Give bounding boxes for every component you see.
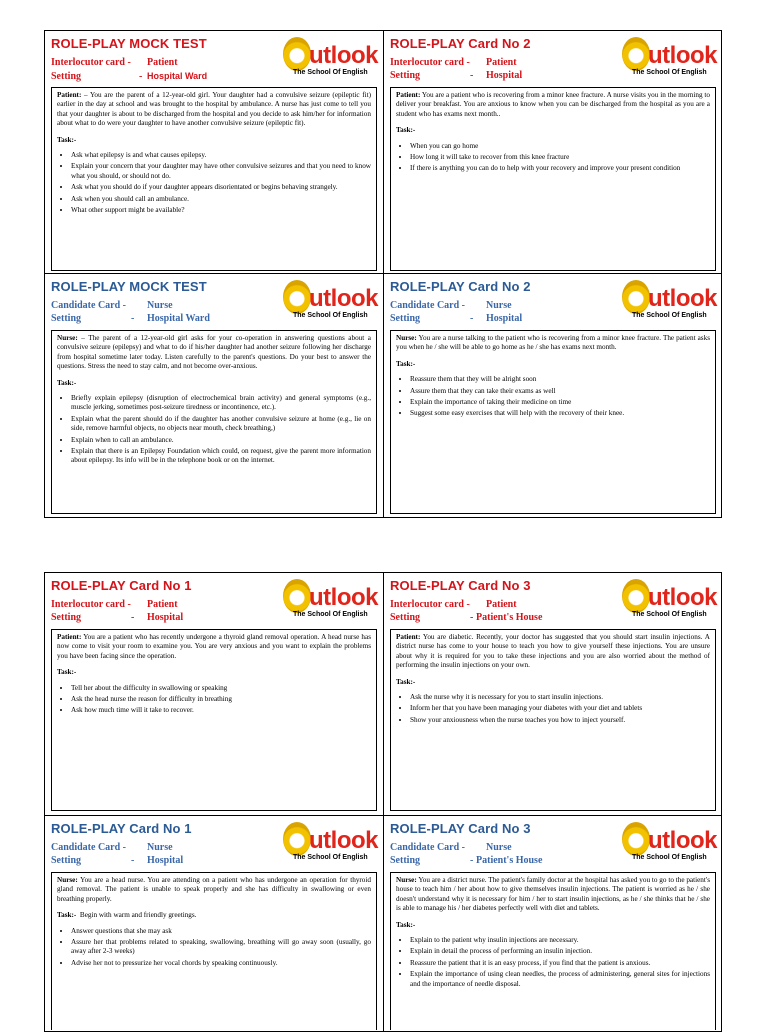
task-list bbox=[396, 693, 710, 725]
card-type-label: Interlocutor card - bbox=[390, 57, 470, 68]
card-role: Patient bbox=[147, 57, 178, 68]
setting-value: Hospital bbox=[486, 69, 523, 81]
card-meta: Candidate Card - Nurse Setting - Hospital Ward bbox=[51, 300, 210, 324]
card-type-label: Candidate Card - bbox=[390, 842, 466, 853]
card-type-label: Interlocutor card - bbox=[51, 599, 131, 610]
task-list bbox=[57, 151, 371, 215]
list-item: • Explain the importance of using clean needles, the process of administering, general sites for injections and the importance of needle disposal. bbox=[410, 970, 710, 989]
list-item: • Ask the nurse why it is necessary for you to start insulin injections. bbox=[410, 693, 710, 702]
task-list bbox=[396, 375, 710, 419]
card-candidate-card-1 bbox=[45, 816, 383, 1032]
card-role: Nurse bbox=[486, 300, 512, 311]
list-item: • Explain your concern that your daughter may have other convulsive seizures and that you need to know what you should, or should not do. bbox=[71, 162, 371, 181]
setting-label: Setting bbox=[51, 854, 81, 866]
list-item: • Explain what the parent should do if the daughter has another convulsive seizure at home (e.g., lie on side, remove harmful objects, no objects near mouth, check breathing,) bbox=[71, 415, 371, 434]
setting-value: Hospital Ward bbox=[147, 312, 210, 324]
card-title: ROLE-PLAY MOCK TEST bbox=[51, 279, 207, 294]
list-item: • Explain that there is an Epilepsy Foundation which could, on request, give the parent more information about epilepsy. Its info will be in the telephone book or on the internet. bbox=[71, 447, 371, 466]
list-item: • Assure her that problems related to speaking, swallowing, breathing will go away soon (usually, go away after 2-3 weeks) bbox=[71, 938, 371, 957]
logo-o-icon bbox=[622, 822, 650, 856]
bottom-sheet bbox=[44, 572, 722, 1032]
setting-value: Patient's House bbox=[476, 611, 543, 623]
task-heading: Task:- bbox=[57, 668, 77, 677]
list-item: • Tell her about the difficulty in swallowing or speaking bbox=[71, 684, 371, 693]
card-role: Nurse bbox=[486, 842, 512, 853]
list-item: • Answer questions that she may ask bbox=[71, 927, 371, 936]
card-content-box bbox=[51, 330, 377, 514]
list-item: • How long it will take to recover from this knee fracture bbox=[410, 153, 710, 162]
card-meta: Candidate Card - Nurse Setting - Hospital bbox=[51, 842, 184, 866]
card-meta: Candidate Card - Nurse Setting - Patient's House bbox=[390, 842, 543, 866]
setting-label: Setting bbox=[51, 611, 81, 623]
card-type-label: Candidate Card - bbox=[51, 300, 127, 311]
logo-o-icon bbox=[283, 280, 311, 314]
card-title: ROLE-PLAY Card No 3 bbox=[390, 578, 531, 593]
setting-label: Setting bbox=[390, 611, 420, 623]
setting-value: Hospital bbox=[147, 854, 184, 866]
list-item: • Inform her that you have been managing your diabetes with your diet and tablets bbox=[410, 704, 710, 713]
task-heading: Task:- bbox=[396, 920, 416, 929]
top-sheet bbox=[44, 30, 722, 518]
task-heading: Task:- bbox=[57, 378, 77, 387]
scenario-text: Patient: You are a patient who is recovering from a minor knee fracture. A nurse visits you in the morning to deliver your breakfast. You are anxious to know when you can be discharged from the hospital as you are a student who has exams next month.. bbox=[396, 91, 710, 118]
task-list bbox=[396, 142, 710, 174]
outlook-logo: utlook The School Of English bbox=[283, 35, 379, 83]
card-interlocutor-mock-test bbox=[45, 31, 383, 273]
scenario-text: Patient: – You are the parent of a 12-year-old girl. Your daughter had a convulsive seizure (epileptic fit) earlier in the day at school and was brought to the hospital by ambulance. A nurse has just come to tell you that your daughter is about to be discharged from the hospital and you decide to ask him/her for information about what to do were your daughter to have another convulsive seizure (epileptic fit). bbox=[57, 91, 371, 128]
scenario-text: Nurse: You are a head nurse. You are attending on a patient who has undergone an operation for thyroid gland removal. The patient is unable to speak properly and she has difficulty in swallowing or even breathing properly. bbox=[57, 876, 371, 903]
task-heading: Task:- bbox=[57, 135, 77, 144]
card-type-label: Candidate Card - bbox=[390, 300, 466, 311]
card-type-label: Interlocutor card - bbox=[390, 599, 470, 610]
list-item: • Ask when you should call an ambulance. bbox=[71, 195, 371, 204]
card-role: Patient bbox=[486, 599, 517, 610]
card-title: ROLE-PLAY Card No 2 bbox=[390, 279, 531, 294]
card-title: ROLE-PLAY Card No 3 bbox=[390, 821, 531, 836]
scenario-text: Patient: You are a patient who has recently undergone a thyroid gland removal operation. A head nurse has now come to visit your room to examine you. You are very anxious and you want to explain the problems you have been facing since the operation. bbox=[57, 633, 371, 660]
task-note: Begin with warm and friendly greetings. bbox=[79, 911, 197, 920]
setting-value: Hospital bbox=[147, 611, 184, 623]
list-item: • Advise her not to pressurize her vocal chords by speaking continuously. bbox=[71, 959, 371, 968]
card-role: Nurse bbox=[147, 842, 173, 853]
list-item: • When you can go home bbox=[410, 142, 710, 151]
setting-label: Setting bbox=[390, 69, 420, 81]
task-list bbox=[396, 936, 710, 989]
list-item: • Explain to the patient why insulin injections are necessary. bbox=[410, 936, 710, 945]
card-role: Nurse bbox=[147, 300, 173, 311]
task-list bbox=[57, 684, 371, 716]
list-item: • Explain the importance of taking their medicine on time bbox=[410, 398, 710, 407]
logo-o-icon bbox=[283, 37, 311, 71]
outlook-logo: utlook The School Of English bbox=[622, 577, 718, 625]
list-item: • Ask the head nurse the reason for difficulty in breathing bbox=[71, 695, 371, 704]
card-content-box bbox=[51, 629, 377, 811]
card-content-box bbox=[390, 629, 716, 811]
outlook-logo: utlook The School Of English bbox=[283, 577, 379, 625]
logo-o-icon bbox=[622, 579, 650, 613]
scenario-text: Nurse: You are a district nurse. The patient's family doctor at the hospital has asked you to go to the patient's house to teach him / her about how to give themselves insulin injections. The patient is worried as he / she doesn't understand why it is necessary for him / her to start insulin injections, as he / she thinks that he / she is able to manage his / her diabetes perfectly well with diet and tablets. bbox=[396, 876, 710, 913]
task-list bbox=[57, 394, 371, 466]
list-item: • What other support might be available? bbox=[71, 206, 371, 215]
card-meta: Interlocutor card - Patient Setting - Patient's House bbox=[390, 599, 543, 623]
setting-value: Hospital Ward bbox=[147, 70, 208, 81]
outlook-logo: utlook The School Of English bbox=[283, 278, 379, 326]
card-meta: Interlocutor card - Patient Setting - Hospital bbox=[51, 599, 184, 623]
setting-label: Setting bbox=[51, 70, 81, 82]
task-heading: Task:- bbox=[396, 359, 416, 368]
task-heading: Task:- Begin with warm and friendly greetings. bbox=[57, 911, 197, 920]
card-candidate-card-3 bbox=[384, 816, 722, 1032]
card-content-box bbox=[390, 87, 716, 271]
scenario-text: Patient: You are diabetic. Recently, your doctor has suggested that you should start insulin injections. A district nurse has come to your house to teach you how to give yourself these injections. You are unsure about why it is required for you to take these injections and you are also worried about the method of performing the insulin injections on your own. bbox=[396, 633, 710, 670]
list-item: • Suggest some easy exercises that will help with the recovery of their knee. bbox=[410, 409, 710, 418]
card-content-box bbox=[390, 872, 716, 1030]
list-item: • Assure them that they can take their exams as well bbox=[410, 387, 710, 396]
card-content-box bbox=[51, 872, 377, 1030]
setting-value: Hospital bbox=[486, 312, 523, 324]
logo-o-icon bbox=[622, 37, 650, 71]
list-item: • If there is anything you can do to help with your recovery and improve your present condition bbox=[410, 164, 710, 173]
card-role: Patient bbox=[147, 599, 178, 610]
card-meta: Candidate Card - Nurse Setting - Hospital bbox=[390, 300, 523, 324]
list-item: • Explain in detail the process of performing an insulin injection. bbox=[410, 947, 710, 956]
outlook-logo: utlook The School Of English bbox=[622, 820, 718, 868]
card-candidate-mock-test bbox=[45, 274, 383, 518]
card-title: ROLE-PLAY MOCK TEST bbox=[51, 36, 207, 51]
list-item: • Briefly explain epilepsy (disruption of electrochemical brain activity) and general symptoms (e.g., muscle jerking, sometimes post-seizure tiredness or incontinence, etc.). bbox=[71, 394, 371, 413]
card-title: ROLE-PLAY Card No 1 bbox=[51, 578, 192, 593]
outlook-logo: utlook The School Of English bbox=[622, 35, 718, 83]
card-type-label: Candidate Card - bbox=[51, 842, 127, 853]
task-heading: Task:- bbox=[396, 126, 416, 135]
task-heading: Task:- bbox=[396, 677, 416, 686]
card-title: ROLE-PLAY Card No 1 bbox=[51, 821, 192, 836]
card-interlocutor-card-1 bbox=[45, 573, 383, 815]
scenario-text: Nurse: You are a nurse talking to the patient who is recovering from a minor knee fracture. The patient asks you when he / she will be able to go home as he / she has exams next month. bbox=[396, 334, 710, 352]
card-title: ROLE-PLAY Card No 2 bbox=[390, 36, 531, 51]
outlook-logo: utlook The School Of English bbox=[622, 278, 718, 326]
logo-o-icon bbox=[283, 822, 311, 856]
list-item: • Ask what you should do if your daughter appears disorientated or begins behaving strangely. bbox=[71, 183, 371, 192]
scenario-text: Nurse: – The parent of a 12-year-old girl asks for your co-operation in answering questions about a convulsive seizure (epilepsy) and what to do if his/her daughter had another seizure following her discharge from hospital sometime later today. Listen carefully to the parent's questions. Do your best to answer the questions. Stress the need to stay calm, and not become over-anxious. bbox=[57, 334, 371, 371]
card-type-label: Interlocutor card - bbox=[51, 57, 131, 68]
outlook-logo: utlook The School Of English bbox=[283, 820, 379, 868]
card-candidate-card-2 bbox=[384, 274, 722, 518]
setting-value: Patient's House bbox=[476, 854, 543, 866]
card-meta: Interlocutor card - Patient Setting - Hospital Ward bbox=[51, 57, 208, 82]
task-list bbox=[57, 927, 371, 969]
card-meta: Interlocutor card - Patient Setting - Hospital bbox=[390, 57, 523, 81]
logo-o-icon bbox=[283, 579, 311, 613]
card-interlocutor-card-2 bbox=[384, 31, 722, 273]
card-interlocutor-card-3 bbox=[384, 573, 722, 815]
setting-label: Setting bbox=[51, 312, 81, 324]
list-item: • Reassure the patient that it is an easy process, if you find that the patient is anxious. bbox=[410, 959, 710, 968]
list-item: • Ask what epilepsy is and what causes epilepsy. bbox=[71, 151, 371, 160]
card-content-box bbox=[51, 87, 377, 271]
card-content-box bbox=[390, 330, 716, 514]
list-item: • Show your anxiousness when the nurse teaches you how to inject yourself. bbox=[410, 716, 710, 725]
card-role: Patient bbox=[486, 57, 517, 68]
list-item: • Ask how much time will it take to recover. bbox=[71, 706, 371, 715]
setting-label: Setting bbox=[390, 312, 420, 324]
list-item: • Explain when to call an ambulance. bbox=[71, 436, 371, 445]
setting-label: Setting bbox=[390, 854, 420, 866]
list-item: • Reassure them that they will be alright soon bbox=[410, 375, 710, 384]
logo-o-icon bbox=[622, 280, 650, 314]
